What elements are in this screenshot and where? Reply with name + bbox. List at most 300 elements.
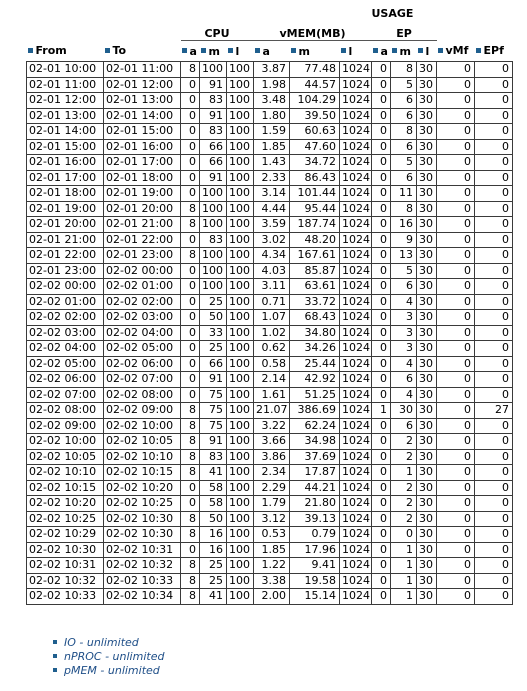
cell-vmem-l: 1024 <box>340 263 372 279</box>
cell-ep-a: 0 <box>372 93 391 109</box>
cell-to: 02-02 10:15 <box>104 465 181 481</box>
cell-to: 02-01 15:00 <box>104 124 181 140</box>
sort-icon <box>255 48 260 53</box>
cell-ep-m: 4 <box>391 356 417 372</box>
cell-ep-m: 2 <box>391 480 417 496</box>
cell-vmem-a: 0.53 <box>254 527 290 543</box>
cell-to: 02-01 18:00 <box>104 170 181 186</box>
cell-to: 02-01 12:00 <box>104 77 181 93</box>
cell-ep-a: 0 <box>372 325 391 341</box>
cell-from: 02-02 10:00 <box>27 434 104 450</box>
cell-cpu-l: 100 <box>227 217 254 233</box>
cell-ep-a: 0 <box>372 434 391 450</box>
table-row <box>27 542 513 558</box>
cell-vmem-l: 1024 <box>340 248 372 264</box>
cell-vmem-a: 1.22 <box>254 558 290 574</box>
cell-ep-m: 1 <box>391 542 417 558</box>
cell-ep-a: 0 <box>372 589 391 605</box>
cell-ep-l: 30 <box>417 496 437 512</box>
cell-cpu-a: 8 <box>181 217 200 233</box>
cell-to: 02-01 21:00 <box>104 217 181 233</box>
cell-ep-l: 30 <box>417 93 437 109</box>
cell-to: 02-02 10:30 <box>104 511 181 527</box>
cell-vmem-a: 3.48 <box>254 93 290 109</box>
cell-vmem-a: 3.11 <box>254 279 290 295</box>
cell-vmf: 0 <box>437 232 475 248</box>
cell-vmem-a: 4.03 <box>254 263 290 279</box>
cell-vmf: 0 <box>437 449 475 465</box>
table-row <box>27 356 513 372</box>
cell-to: 02-02 01:00 <box>104 279 181 295</box>
cell-ep-a: 0 <box>372 186 391 202</box>
cell-vmem-m: 101.44 <box>290 186 340 202</box>
cell-cpu-l: 100 <box>227 263 254 279</box>
cell-vmem-m: 44.57 <box>290 77 340 93</box>
cell-cpu-m: 83 <box>200 93 227 109</box>
cell-cpu-l: 100 <box>227 465 254 481</box>
col-vmem-l-header[interactable]: l <box>340 41 372 62</box>
cell-vmem-l: 1024 <box>340 542 372 558</box>
cell-cpu-a: 0 <box>181 496 200 512</box>
cell-ep-m: 9 <box>391 232 417 248</box>
cell-epf: 0 <box>475 248 513 264</box>
cell-cpu-l: 100 <box>227 248 254 264</box>
cell-ep-m: 30 <box>391 403 417 419</box>
cell-vmem-m: 60.63 <box>290 124 340 140</box>
cell-cpu-a: 8 <box>181 403 200 419</box>
cell-vmem-l: 1024 <box>340 62 372 78</box>
cell-cpu-l: 100 <box>227 496 254 512</box>
cell-ep-l: 30 <box>417 589 437 605</box>
cell-ep-a: 0 <box>372 465 391 481</box>
col-ep-m-header[interactable]: m <box>391 41 417 62</box>
cell-cpu-m: 100 <box>200 217 227 233</box>
cell-from: 02-01 17:00 <box>27 170 104 186</box>
cell-cpu-l: 100 <box>227 434 254 450</box>
cell-ep-a: 0 <box>372 155 391 171</box>
table-row <box>27 372 513 388</box>
cell-to: 02-02 10:25 <box>104 496 181 512</box>
cell-epf: 0 <box>475 108 513 124</box>
cell-from: 02-02 02:00 <box>27 310 104 326</box>
cell-cpu-l: 100 <box>227 589 254 605</box>
cell-vmem-a: 1.61 <box>254 387 290 403</box>
cell-vmem-m: 34.26 <box>290 341 340 357</box>
cell-cpu-l: 100 <box>227 170 254 186</box>
cell-from: 02-02 10:15 <box>27 480 104 496</box>
cell-epf: 0 <box>475 62 513 78</box>
cell-from: 02-01 14:00 <box>27 124 104 140</box>
col-cpu-a-header[interactable]: a <box>181 41 200 62</box>
cell-vmem-m: 95.44 <box>290 201 340 217</box>
cell-ep-a: 0 <box>372 372 391 388</box>
cell-ep-a: 0 <box>372 217 391 233</box>
table-row <box>27 108 513 124</box>
cell-epf: 0 <box>475 511 513 527</box>
cell-ep-l: 30 <box>417 480 437 496</box>
cell-vmem-a: 3.59 <box>254 217 290 233</box>
sort-icon <box>228 48 233 53</box>
cell-to: 02-01 16:00 <box>104 139 181 155</box>
cell-cpu-l: 100 <box>227 480 254 496</box>
cell-cpu-l: 100 <box>227 201 254 217</box>
cell-cpu-m: 58 <box>200 480 227 496</box>
table-row <box>27 77 513 93</box>
bullet-icon <box>53 668 57 672</box>
cell-epf: 0 <box>475 217 513 233</box>
cell-vmem-m: 17.96 <box>290 542 340 558</box>
cell-vmf: 0 <box>437 511 475 527</box>
cell-cpu-m: 91 <box>200 434 227 450</box>
cell-ep-m: 1 <box>391 465 417 481</box>
cell-cpu-l: 100 <box>227 356 254 372</box>
cell-ep-m: 2 <box>391 496 417 512</box>
cell-vmem-m: 17.87 <box>290 465 340 481</box>
cell-vmem-m: 86.43 <box>290 170 340 186</box>
cell-cpu-l: 100 <box>227 325 254 341</box>
cell-vmem-l: 1024 <box>340 139 372 155</box>
cell-cpu-l: 100 <box>227 418 254 434</box>
cell-ep-m: 1 <box>391 589 417 605</box>
cell-vmf: 0 <box>437 589 475 605</box>
cell-vmem-a: 3.12 <box>254 511 290 527</box>
cell-vmem-a: 0.71 <box>254 294 290 310</box>
cell-cpu-l: 100 <box>227 403 254 419</box>
cell-ep-l: 30 <box>417 232 437 248</box>
cell-ep-l: 30 <box>417 186 437 202</box>
col-ep-a-header[interactable]: a <box>372 41 391 62</box>
cell-from: 02-01 22:00 <box>27 248 104 264</box>
cell-vmf: 0 <box>437 217 475 233</box>
cell-ep-a: 0 <box>372 279 391 295</box>
cell-ep-m: 6 <box>391 372 417 388</box>
cell-ep-a: 0 <box>372 418 391 434</box>
cell-cpu-m: 100 <box>200 62 227 78</box>
cell-vmf: 0 <box>437 248 475 264</box>
table-row <box>27 248 513 264</box>
cell-cpu-m: 58 <box>200 496 227 512</box>
cell-vmem-m: 9.41 <box>290 558 340 574</box>
cell-vmem-m: 104.29 <box>290 93 340 109</box>
cell-cpu-a: 8 <box>181 449 200 465</box>
cell-from: 02-02 06:00 <box>27 372 104 388</box>
cell-vmf: 0 <box>437 124 475 140</box>
col-vmf-header[interactable]: vMf <box>437 41 475 62</box>
table-row <box>27 573 513 589</box>
cell-vmem-l: 1024 <box>340 434 372 450</box>
cell-vmem-l: 1024 <box>340 372 372 388</box>
cell-vmem-l: 1024 <box>340 93 372 109</box>
cell-ep-a: 0 <box>372 263 391 279</box>
cell-vmem-m: 77.48 <box>290 62 340 78</box>
cell-vmem-m: 19.58 <box>290 573 340 589</box>
cell-cpu-l: 100 <box>227 124 254 140</box>
col-epf-header[interactable]: EPf <box>475 41 513 62</box>
cell-vmf: 0 <box>437 325 475 341</box>
cell-cpu-l: 100 <box>227 558 254 574</box>
col-cpu-l-header[interactable]: l <box>227 41 254 62</box>
cell-vmem-a: 3.38 <box>254 573 290 589</box>
cell-vmem-l: 1024 <box>340 418 372 434</box>
cell-to: 02-02 04:00 <box>104 325 181 341</box>
cell-vmem-m: 62.24 <box>290 418 340 434</box>
cell-cpu-a: 0 <box>181 294 200 310</box>
cell-ep-a: 0 <box>372 542 391 558</box>
cell-cpu-a: 0 <box>181 124 200 140</box>
cell-epf: 0 <box>475 77 513 93</box>
cell-cpu-a: 8 <box>181 527 200 543</box>
cell-vmf: 0 <box>437 573 475 589</box>
cell-cpu-a: 0 <box>181 325 200 341</box>
cell-from: 02-02 04:00 <box>27 341 104 357</box>
cell-epf: 0 <box>475 589 513 605</box>
table-row <box>27 449 513 465</box>
cell-from: 02-02 10:05 <box>27 449 104 465</box>
cell-vmem-l: 1024 <box>340 155 372 171</box>
cell-ep-m: 3 <box>391 341 417 357</box>
cell-vmf: 0 <box>437 341 475 357</box>
cell-cpu-m: 66 <box>200 155 227 171</box>
cell-ep-m: 13 <box>391 248 417 264</box>
cell-epf: 0 <box>475 186 513 202</box>
cell-cpu-m: 100 <box>200 279 227 295</box>
col-to-header[interactable]: To <box>104 41 181 62</box>
cell-ep-l: 30 <box>417 62 437 78</box>
cell-vmem-l: 1024 <box>340 496 372 512</box>
cell-vmem-a: 3.02 <box>254 232 290 248</box>
cell-from: 02-02 00:00 <box>27 279 104 295</box>
cell-vmf: 0 <box>437 496 475 512</box>
cell-vmem-l: 1024 <box>340 201 372 217</box>
cell-to: 02-02 07:00 <box>104 372 181 388</box>
cell-to: 02-02 05:00 <box>104 341 181 357</box>
cell-from: 02-02 07:00 <box>27 387 104 403</box>
cell-ep-l: 30 <box>417 356 437 372</box>
table-row <box>27 325 513 341</box>
cell-cpu-a: 8 <box>181 573 200 589</box>
usage-table-body <box>27 62 513 605</box>
cell-from: 02-01 16:00 <box>27 155 104 171</box>
usage-panel <box>26 0 512 605</box>
cell-vmem-l: 1024 <box>340 170 372 186</box>
col-vmem-a-header[interactable]: a <box>254 41 290 62</box>
cell-ep-l: 30 <box>417 372 437 388</box>
sort-icon <box>105 48 110 53</box>
cell-ep-m: 6 <box>391 139 417 155</box>
cell-vmem-a: 2.14 <box>254 372 290 388</box>
cell-ep-m: 8 <box>391 124 417 140</box>
cell-ep-a: 0 <box>372 480 391 496</box>
cell-ep-l: 30 <box>417 325 437 341</box>
cell-from: 02-01 21:00 <box>27 232 104 248</box>
cell-vmem-a: 0.58 <box>254 356 290 372</box>
table-row <box>27 589 513 605</box>
cell-vmf: 0 <box>437 108 475 124</box>
cell-cpu-a: 8 <box>181 62 200 78</box>
cell-cpu-a: 8 <box>181 465 200 481</box>
cell-cpu-a: 0 <box>181 263 200 279</box>
cell-vmf: 0 <box>437 93 475 109</box>
cell-epf: 0 <box>475 434 513 450</box>
cell-vmem-m: 42.92 <box>290 372 340 388</box>
cell-to: 02-01 22:00 <box>104 232 181 248</box>
cell-from: 02-01 20:00 <box>27 217 104 233</box>
cell-from: 02-01 18:00 <box>27 186 104 202</box>
cell-cpu-m: 91 <box>200 108 227 124</box>
cell-cpu-l: 100 <box>227 155 254 171</box>
cell-ep-a: 0 <box>372 232 391 248</box>
cell-cpu-a: 0 <box>181 186 200 202</box>
cell-epf: 0 <box>475 356 513 372</box>
ep-group-header: EP <box>372 20 437 41</box>
cell-cpu-l: 100 <box>227 372 254 388</box>
cell-from: 02-02 10:30 <box>27 542 104 558</box>
cell-cpu-l: 100 <box>227 527 254 543</box>
cell-cpu-m: 50 <box>200 511 227 527</box>
cell-cpu-l: 100 <box>227 62 254 78</box>
cell-ep-m: 8 <box>391 62 417 78</box>
cell-vmem-l: 1024 <box>340 325 372 341</box>
cell-to: 02-02 08:00 <box>104 387 181 403</box>
cell-ep-l: 30 <box>417 108 437 124</box>
cell-cpu-l: 100 <box>227 139 254 155</box>
cell-to: 02-02 10:00 <box>104 418 181 434</box>
cell-cpu-m: 75 <box>200 403 227 419</box>
cell-vmem-l: 1024 <box>340 527 372 543</box>
cell-vmf: 0 <box>437 434 475 450</box>
cell-ep-m: 0 <box>391 527 417 543</box>
cell-ep-l: 30 <box>417 248 437 264</box>
table-row <box>27 480 513 496</box>
cell-epf: 0 <box>475 573 513 589</box>
cell-epf: 0 <box>475 155 513 171</box>
cell-vmf: 0 <box>437 170 475 186</box>
cell-ep-a: 0 <box>372 356 391 372</box>
cell-ep-a: 0 <box>372 496 391 512</box>
cell-vmf: 0 <box>437 77 475 93</box>
table-row <box>27 217 513 233</box>
col-cpu-m-header[interactable]: m <box>200 41 227 62</box>
cell-vmf: 0 <box>437 310 475 326</box>
cell-vmf: 0 <box>437 201 475 217</box>
cell-epf: 27 <box>475 403 513 419</box>
table-row <box>27 496 513 512</box>
cell-cpu-a: 8 <box>181 558 200 574</box>
sort-icon <box>476 48 481 53</box>
cell-epf: 0 <box>475 372 513 388</box>
cell-vmem-l: 1024 <box>340 465 372 481</box>
cell-cpu-a: 8 <box>181 434 200 450</box>
cell-ep-l: 30 <box>417 124 437 140</box>
table-row <box>27 93 513 109</box>
cell-vmf: 0 <box>437 542 475 558</box>
cell-vmem-l: 1024 <box>340 356 372 372</box>
cell-epf: 0 <box>475 232 513 248</box>
cell-epf: 0 <box>475 263 513 279</box>
table-row <box>27 341 513 357</box>
cell-vmem-m: 39.50 <box>290 108 340 124</box>
cell-to: 02-02 10:10 <box>104 449 181 465</box>
cell-cpu-m: 16 <box>200 542 227 558</box>
cell-cpu-m: 100 <box>200 263 227 279</box>
table-row <box>27 170 513 186</box>
cell-vmem-l: 1024 <box>340 310 372 326</box>
cell-ep-a: 0 <box>372 201 391 217</box>
cell-vmem-l: 1024 <box>340 403 372 419</box>
cell-ep-l: 30 <box>417 527 437 543</box>
cell-ep-a: 0 <box>372 573 391 589</box>
cell-to: 02-02 10:33 <box>104 573 181 589</box>
cell-ep-a: 0 <box>372 77 391 93</box>
cell-to: 02-02 10:32 <box>104 558 181 574</box>
cell-cpu-m: 50 <box>200 310 227 326</box>
cell-to: 02-02 10:05 <box>104 434 181 450</box>
cell-epf: 0 <box>475 449 513 465</box>
cell-epf: 0 <box>475 341 513 357</box>
cell-epf: 0 <box>475 124 513 140</box>
cell-vmem-m: 34.98 <box>290 434 340 450</box>
cell-vmem-a: 1.07 <box>254 310 290 326</box>
cell-vmf: 0 <box>437 527 475 543</box>
sort-icon <box>28 48 33 53</box>
col-vmem-m-header[interactable]: m <box>290 41 340 62</box>
cell-cpu-m: 25 <box>200 341 227 357</box>
cell-vmem-m: 37.69 <box>290 449 340 465</box>
cell-vmem-a: 1.98 <box>254 77 290 93</box>
cell-from: 02-02 10:31 <box>27 558 104 574</box>
cell-ep-m: 11 <box>391 186 417 202</box>
cell-vmem-m: 47.60 <box>290 139 340 155</box>
col-from-header[interactable]: From <box>27 41 104 62</box>
cell-ep-m: 6 <box>391 279 417 295</box>
cell-vmem-m: 33.72 <box>290 294 340 310</box>
cell-vmem-l: 1024 <box>340 589 372 605</box>
cell-vmem-m: 21.80 <box>290 496 340 512</box>
cell-vmem-a: 2.29 <box>254 480 290 496</box>
cell-epf: 0 <box>475 387 513 403</box>
cell-cpu-m: 83 <box>200 124 227 140</box>
cell-cpu-a: 0 <box>181 356 200 372</box>
cell-vmf: 0 <box>437 263 475 279</box>
cell-vmf: 0 <box>437 155 475 171</box>
cell-epf: 0 <box>475 542 513 558</box>
cell-from: 02-01 12:00 <box>27 93 104 109</box>
cell-ep-a: 0 <box>372 527 391 543</box>
cell-cpu-m: 66 <box>200 139 227 155</box>
cell-vmem-l: 1024 <box>340 279 372 295</box>
cell-ep-m: 2 <box>391 434 417 450</box>
table-row <box>27 434 513 450</box>
cell-from: 02-02 03:00 <box>27 325 104 341</box>
cell-cpu-m: 33 <box>200 325 227 341</box>
cell-vmf: 0 <box>437 294 475 310</box>
cell-from: 02-02 10:32 <box>27 573 104 589</box>
cell-from: 02-01 19:00 <box>27 201 104 217</box>
cell-vmem-a: 4.44 <box>254 201 290 217</box>
cell-vmem-a: 1.85 <box>254 542 290 558</box>
cell-ep-l: 30 <box>417 465 437 481</box>
col-ep-l-header[interactable]: l <box>417 41 437 62</box>
cell-cpu-m: 16 <box>200 527 227 543</box>
cell-to: 02-01 17:00 <box>104 155 181 171</box>
cell-ep-l: 30 <box>417 170 437 186</box>
cell-cpu-m: 75 <box>200 387 227 403</box>
table-row <box>27 279 513 295</box>
cell-cpu-a: 0 <box>181 341 200 357</box>
cell-cpu-l: 100 <box>227 108 254 124</box>
cell-epf: 0 <box>475 325 513 341</box>
cell-ep-m: 2 <box>391 449 417 465</box>
